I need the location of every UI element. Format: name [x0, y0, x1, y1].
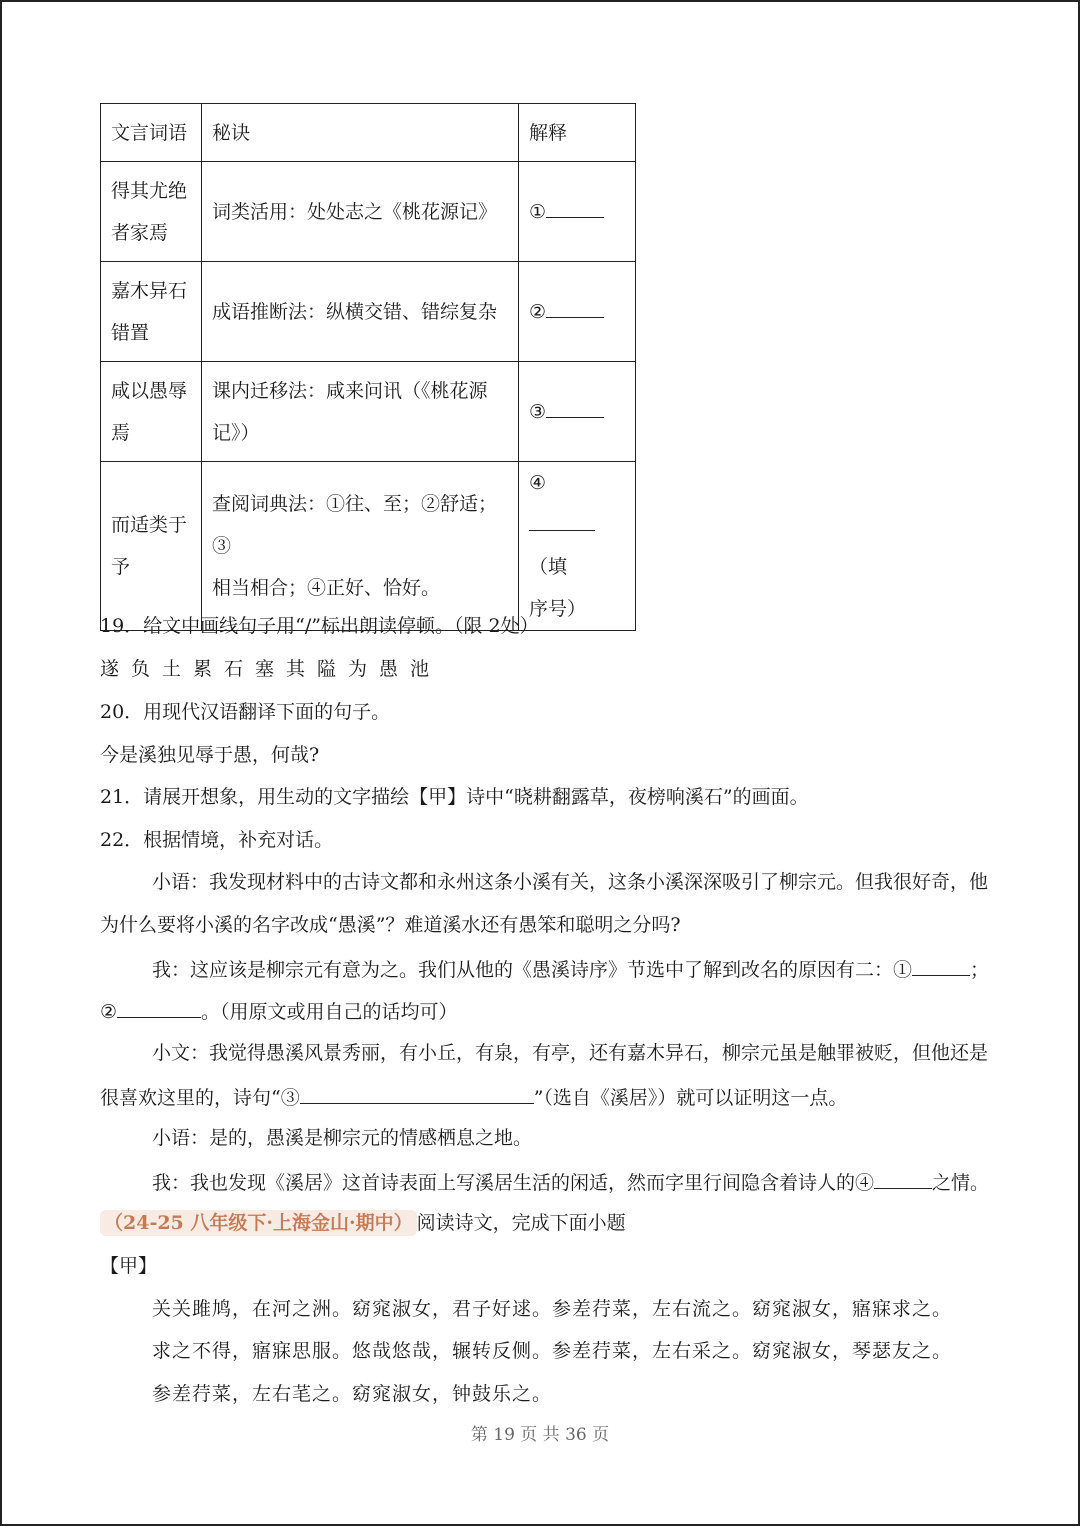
source-tag: （24-25 八年级下·上海金山·期中） — [100, 1210, 417, 1236]
q22-dialog-line: ② 。（用原文或用自己的话均可） — [100, 995, 458, 1024]
answer-cell: ④ （填 序号） — [519, 462, 636, 631]
table-row — [101, 462, 636, 631]
answer-blank[interactable] — [546, 395, 604, 418]
page-footer: 第 19 页 共 36 页 — [470, 1425, 610, 1445]
q19-sentence: 遂负土累石塞其隘为愚池 — [100, 658, 442, 680]
q22-dialog-line: 我：我也发现《溪居》这首诗表面上写溪居生活的闲适，然而字里行间隐含着诗人的④ 之情。 — [152, 1166, 989, 1195]
q20-prompt: 20．用现代汉语翻译下面的句子。 — [100, 701, 391, 723]
table-header-row — [101, 104, 636, 162]
method-cell: 查阅词典法：①往、至；②舒适；③ 相当相合；④正好、恰好。 — [202, 462, 519, 631]
table-row — [101, 362, 636, 462]
q22-dialog-line: 小文：我觉得愚溪风景秀丽，有小丘，有泉，有亭，还有嘉木异石，柳宗元虽是触罪被贬，但他还是 — [152, 1042, 989, 1064]
answer-blank-4[interactable] — [874, 1166, 932, 1189]
header-explanation: 解释 — [519, 104, 636, 162]
answer-cell: ① — [519, 162, 636, 262]
table-row — [101, 262, 636, 362]
q22-prompt: 22．根据情境，补充对话。 — [100, 829, 334, 851]
header-word: 文言词语 — [101, 104, 202, 162]
q21-prompt: 21．请展开想象，用生动的文字描绘【甲】诗中“晓耕翻露草，夜榜响溪石”的画面。 — [100, 786, 809, 808]
answer-blank[interactable] — [546, 195, 604, 218]
vocabulary-table — [100, 103, 636, 631]
answer-blank[interactable] — [546, 295, 604, 318]
answer-blank-1[interactable] — [912, 953, 970, 976]
header-method: 秘诀 — [202, 104, 519, 162]
answer-blank-3[interactable] — [300, 1081, 534, 1104]
table-row — [101, 162, 636, 262]
word-cell: 得其尤绝 者家焉 — [101, 162, 202, 262]
q22-dialog-line: 为什么要将小溪的名字改成“愚溪”？难道溪水还有愚笨和聪明之分吗? — [100, 914, 681, 936]
word-cell: 而适类于 予 — [101, 462, 202, 631]
q19-prompt: 19．给文中画线句子用“/”标出朗读停顿。（限 2处） — [100, 615, 539, 637]
poem-line: 求之不得，寤寐思服。悠哉悠哉，辗转反侧。参差荇菜，左右采之。窈窕淑女，琴瑟友之。 — [152, 1340, 953, 1362]
poem-label: 【甲】 — [100, 1255, 158, 1277]
poem-line: 参差荇菜，左右芼之。窈窕淑女，钟鼓乐之。 — [152, 1383, 553, 1405]
answer-cell: ③ — [519, 362, 636, 462]
q20-sentence: 今是溪独见辱于愚，何哉? — [100, 744, 320, 766]
answer-cell: ② — [519, 262, 636, 362]
q22-dialog-line: 我：这应该是柳宗元有意为之。我们从他的《愚溪诗序》节选中了解到改名的原因有二：① ； — [152, 953, 989, 982]
method-cell: 课内迁移法：咸来问讯（《桃花源 记》） — [202, 362, 519, 462]
word-cell: 咸以愚辱 焉 — [101, 362, 202, 462]
poem-line: 关关雎鸠，在河之洲。窈窕淑女，君子好逑。参差荇菜，左右流之。窈窕淑女，寤寐求之。 — [152, 1298, 953, 1320]
answer-blank-2[interactable] — [117, 995, 201, 1018]
section-heading: （24-25 八年级下·上海金山·期中） 阅读诗文，完成下面小题 — [100, 1208, 626, 1235]
word-cell: 嘉木异石 错置 — [101, 262, 202, 362]
q22-dialog-line: 小语：我发现材料中的古诗文都和永州这条小溪有关，这条小溪深深吸引了柳宗元。但我很好奇，他 — [152, 871, 989, 893]
answer-blank[interactable] — [529, 508, 595, 531]
q22-dialog-line: 小语：是的，愚溪是柳宗元的情感栖息之地。 — [152, 1127, 533, 1149]
method-cell: 词类活用：处处志之《桃花源记》 — [202, 162, 519, 262]
q22-dialog-line: 很喜欢这里的，诗句“③ ”（选自《溪居》）就可以证明这一点。 — [100, 1081, 847, 1110]
method-cell: 成语推断法：纵横交错、错综复杂 — [202, 262, 519, 362]
